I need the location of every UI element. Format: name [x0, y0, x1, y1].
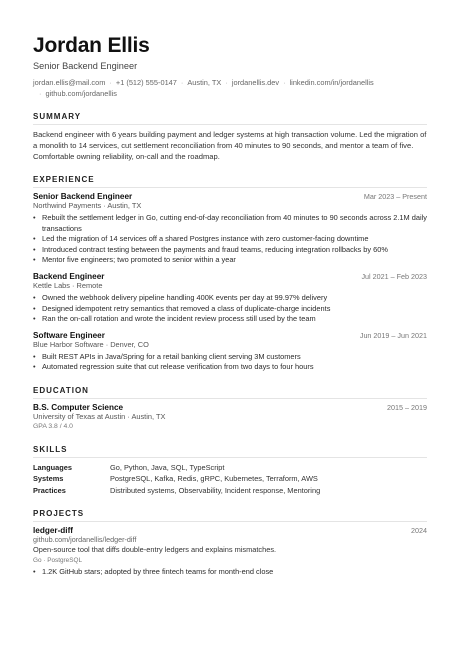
website-link[interactable]: jordanellis.dev [231, 78, 280, 87]
bullet-item: • Led the migration of 14 services off a shared Postgres instance with zero customer-facing downtime [33, 234, 427, 245]
project-entry [33, 526, 427, 578]
skills-row [33, 473, 427, 484]
summary-heading: SUMMARY [33, 112, 427, 125]
job-bullets [33, 293, 427, 325]
location-text: Austin, TX [187, 78, 222, 87]
resume-header [33, 34, 427, 99]
project-year: 2024 [411, 526, 427, 536]
skills-label: Systems [33, 474, 64, 484]
job-organization: Northwind Payments · Austin, TX [33, 201, 142, 210]
project-name: ledger-diff [33, 526, 74, 536]
job-dates: Mar 2023 – Present [363, 192, 427, 201]
gpa-text: GPA 3.8 / 4.0 [33, 422, 73, 430]
project-bullets [33, 567, 427, 578]
email-link[interactable]: jordan.ellis@mail.com [33, 78, 106, 87]
experience-list [33, 192, 427, 373]
school-name: University of Texas at Austin · Austin, TX [33, 411, 166, 421]
bullet-item: • Introduced contract testing between the payments and fraud teams, reducing integration rollbacks by 60% [33, 245, 427, 256]
skills-value: Go, Python, Java, SQL, TypeScript [110, 462, 225, 472]
linkedin-link[interactable]: linkedin.com/in/jordanellis [289, 78, 374, 87]
job-entry [33, 192, 427, 266]
bullet-item: • Automated regression suite that cut release verification from two days to four hours [33, 362, 427, 373]
separator: · [109, 78, 112, 87]
bullet-item: • Rebuilt the settlement ledger in Go, cutting end-of-day reconciliation from 40 minutes to 90 seconds across 2.1M daily transactions [33, 213, 427, 234]
separator: · [225, 78, 228, 87]
summary-text: Backend engineer with 6 years building payment and ledger systems at high transaction volume. Led the migration of a monolith to 14 services, cut settlement reconciliation from 40 minutes to 90 seconds, and mentor a team of five. Comfortable owning reliability, on-call and the roadmap. [33, 130, 427, 161]
skills-value: Distributed systems, Observability, Incident response, Mentoring [110, 485, 321, 495]
skills-heading: SKILLS [33, 445, 427, 458]
separator: · [283, 78, 286, 87]
job-title: Backend Engineer [33, 271, 105, 281]
skills-row [33, 462, 427, 473]
contact-line [33, 77, 427, 99]
job-title: Software Engineer [33, 330, 105, 340]
phone-text: +1 (512) 555-0147 [115, 78, 177, 87]
separator: · [180, 78, 184, 87]
job-bullets [33, 352, 427, 373]
project-description: Open-source tool that diffs double-entry ledgers and explains mismatches. [33, 545, 277, 555]
skills-row [33, 485, 427, 496]
project-tech: Go · PostgreSQL [33, 556, 83, 564]
bullet-item: • Built REST APIs in Java/Spring for a retail banking client serving 3M customers [33, 352, 427, 363]
job-bullets [33, 213, 427, 266]
skills-table [33, 462, 427, 496]
candidate-name: Jordan Ellis [33, 34, 150, 57]
experience-heading: EXPERIENCE [33, 175, 427, 188]
skills-label: Languages [33, 462, 73, 472]
bullet-item: • Designed idempotent retry semantics that removed a class of duplicate-charge incidents [33, 304, 427, 315]
job-dates: Jul 2021 – Feb 2023 [361, 271, 427, 281]
skills-label: Practices [33, 485, 66, 495]
projects-heading: PROJECTS [33, 509, 427, 522]
education-heading: EDUCATION [33, 386, 427, 399]
degree-title: B.S. Computer Science [33, 402, 124, 412]
skills-value: PostgreSQL, Kafka, Redis, gRPC, Kubernetes, Terraform, AWS [110, 474, 318, 484]
job-title: Senior Backend Engineer [33, 192, 133, 201]
project-link[interactable]: github.com/jordanellis/ledger-diff [33, 535, 137, 545]
job-organization: Kettle Labs · Remote [33, 280, 103, 290]
bullet-item: • Mentor five engineers; two promoted to senior within a year [33, 255, 427, 266]
bullet-item: • Ran the on-call rotation and wrote the incident review process still used by the team [33, 314, 427, 325]
education-dates: 2015 – 2019 [387, 402, 427, 412]
separator: · [39, 89, 42, 98]
candidate-role: Senior Backend Engineer [33, 61, 138, 71]
bullet-item: • 1.2K GitHub stars; adopted by three fintech teams for month-end close [33, 567, 427, 578]
job-entry [33, 272, 427, 325]
bullet-item: • Owned the webhook delivery pipeline handling 400K events per day at 99.97% delivery [33, 293, 427, 304]
education-entry [33, 403, 427, 432]
github-link[interactable]: github.com/jordanellis [45, 89, 117, 98]
job-entry [33, 331, 427, 373]
job-dates: Jun 2019 – Jun 2021 [359, 330, 427, 340]
job-organization: Blue Harbor Software · Denver, CO [33, 339, 149, 349]
